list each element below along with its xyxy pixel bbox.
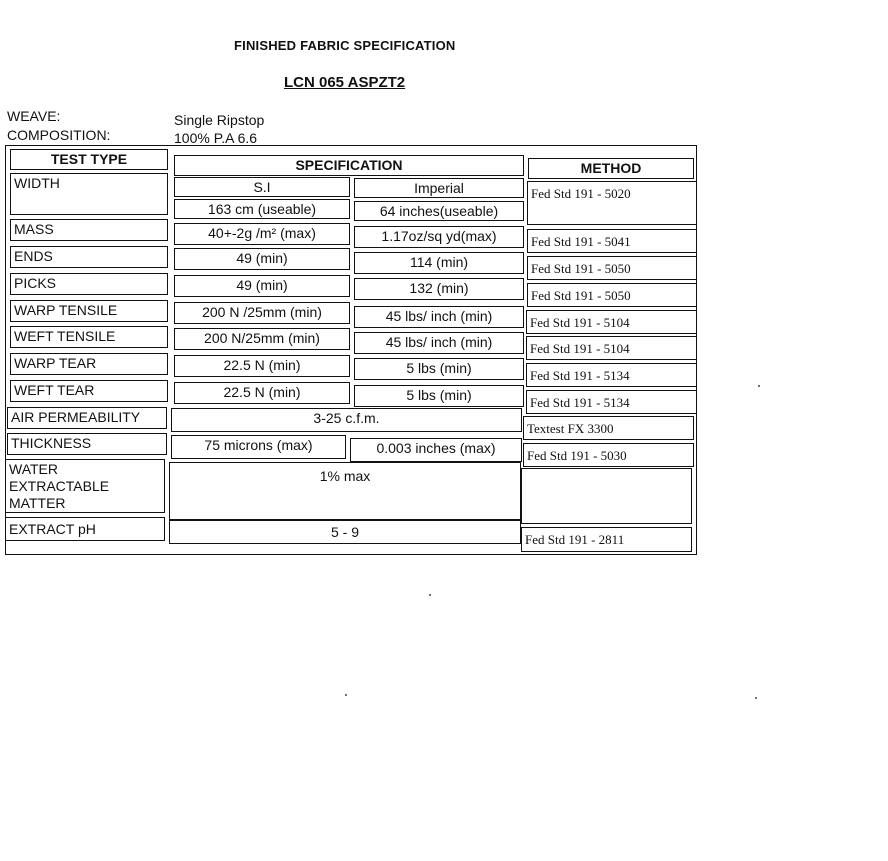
row-width-si: 163 cm (useable)	[174, 199, 350, 219]
header-specification: SPECIFICATION	[174, 155, 524, 176]
row-weft-tear-imperial: 5 lbs (min)	[354, 385, 524, 407]
row-ends-test: ENDS	[10, 246, 168, 268]
row-picks-si: 49 (min)	[174, 275, 350, 297]
scan-speck	[758, 385, 760, 387]
row-weft-tensile-imperial: 45 lbs/ inch (min)	[354, 332, 524, 354]
row-water-extractable-spec: 1% max	[169, 462, 521, 520]
row-picks-method: Fed Std 191 - 5050	[527, 283, 697, 307]
row-weft-tensile-si: 200 N/25mm (min)	[174, 328, 350, 350]
row-ends-method: Fed Std 191 - 5050	[527, 256, 697, 280]
document-title: FINISHED FABRIC SPECIFICATION	[234, 38, 456, 53]
row-extract-ph-spec: 5 - 9	[169, 520, 521, 544]
scan-speck	[345, 694, 347, 696]
row-mass-test: MASS	[10, 219, 168, 241]
row-weft-tensile-method: Fed Std 191 - 5104	[526, 336, 697, 360]
subheader-si: S.I	[174, 177, 350, 197]
row-air-permeability-test: AIR PERMEABILITY	[7, 407, 167, 429]
row-warp-tensile-imperial: 45 lbs/ inch (min)	[354, 306, 524, 328]
header-method: METHOD	[528, 158, 694, 179]
scan-speck	[755, 697, 757, 699]
row-picks-imperial: 132 (min)	[354, 278, 524, 300]
row-water-extractable-method	[521, 468, 692, 524]
row-water-extractable-test	[5, 459, 165, 513]
row-warp-tear-imperial: 5 lbs (min)	[354, 358, 524, 380]
row-water-extractable-line-3: MATTER	[9, 495, 66, 511]
row-water-extractable-line-2: EXTRACTABLE	[9, 478, 110, 494]
row-weft-tensile-test: WEFT TENSILE	[10, 326, 168, 348]
row-thickness-si: 75 microns (max)	[171, 435, 346, 459]
row-extract-ph-method: Fed Std 191 - 2811	[521, 527, 692, 552]
row-width-test: WIDTH	[10, 173, 168, 215]
scan-speck	[429, 594, 431, 596]
header-test-type: TEST TYPE	[10, 149, 168, 170]
row-mass-si: 40+-2g /m² (max)	[174, 223, 350, 245]
row-weft-tear-method: Fed Std 191 - 5134	[526, 390, 697, 414]
document-code: LCN 065 ASPZT2	[284, 74, 406, 91]
composition-value: 100% P.A 6.6	[174, 130, 258, 146]
row-warp-tensile-si: 200 N /25mm (min)	[174, 302, 350, 324]
row-warp-tear-si: 22.5 N (min)	[174, 355, 350, 377]
row-thickness-imperial: 0.003 inches (max)	[350, 438, 522, 462]
row-mass-imperial: 1.17oz/sq yd(max)	[354, 226, 524, 248]
row-air-permeability-method: Textest FX 3300	[523, 416, 694, 440]
row-warp-tensile-test: WARP TENSILE	[10, 300, 168, 322]
row-weft-tear-test: WEFT TEAR	[10, 380, 168, 402]
subheader-imperial: Imperial	[354, 178, 524, 198]
row-ends-imperial: 114 (min)	[354, 252, 524, 274]
weave-label: WEAVE:	[7, 108, 61, 124]
row-warp-tear-test: WARP TEAR	[10, 353, 168, 375]
row-picks-test: PICKS	[10, 273, 168, 295]
row-thickness-method: Fed Std 191 - 5030	[523, 443, 694, 467]
row-weft-tear-si: 22.5 N (min)	[174, 382, 350, 404]
composition-label: COMPOSITION:	[7, 127, 111, 143]
row-warp-tensile-method: Fed Std 191 - 5104	[526, 310, 697, 334]
row-thickness-test: THICKNESS	[7, 433, 167, 455]
row-air-permeability-spec: 3-25 c.f.m.	[171, 408, 522, 432]
row-width-method: Fed Std 191 - 5020	[527, 181, 697, 225]
row-warp-tear-method: Fed Std 191 - 5134	[526, 363, 697, 387]
row-water-extractable-line-1: WATER	[9, 461, 58, 477]
row-extract-ph-test: EXTRACT pH	[5, 517, 165, 541]
row-mass-method: Fed Std 191 - 5041	[527, 229, 697, 253]
row-width-imperial: 64 inches(useable)	[354, 201, 524, 221]
row-ends-si: 49 (min)	[174, 248, 350, 270]
weave-value: Single Ripstop	[174, 112, 265, 128]
